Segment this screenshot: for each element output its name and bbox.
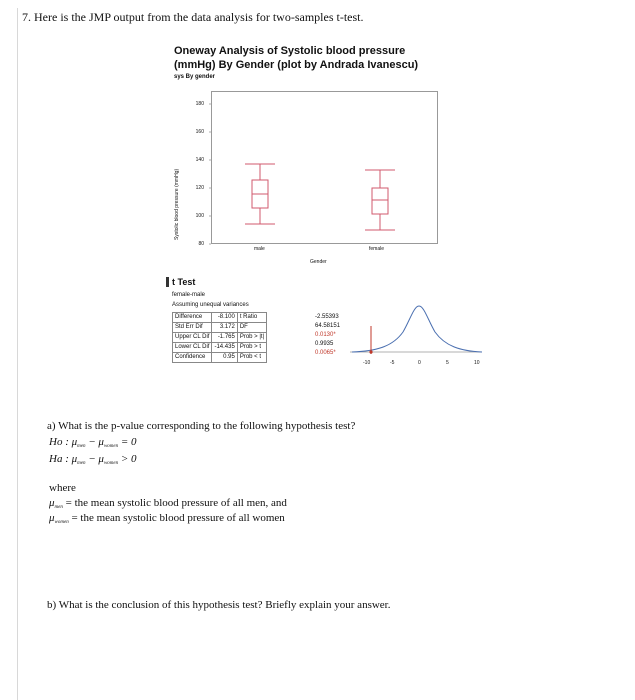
- dist-tick-10: 10: [474, 360, 480, 366]
- ttest-comparison: female-male: [172, 292, 206, 298]
- jmp-title-line-2: (mmHg) By Gender (plot by Andrada Ivanescu): [174, 59, 419, 71]
- definition-women-text: = the mean systolic blood pressure of all women: [68, 512, 285, 524]
- ha-prefix: Ha :: [49, 453, 72, 465]
- df-value: 64.58151: [315, 323, 341, 329]
- definition-men: [49, 497, 287, 510]
- table-row: [173, 333, 267, 343]
- row-stat: Prob > t: [237, 343, 266, 353]
- male-box-plot: [245, 164, 275, 224]
- definition-women: [49, 512, 285, 525]
- dist-tick-5: 5: [446, 360, 449, 366]
- y-tick-100: 100: [195, 213, 204, 219]
- female-box-plot: [365, 170, 395, 230]
- jmp-title-line-1: Oneway Analysis of Systolic blood pressure: [174, 45, 406, 57]
- jmp-subtitle: sys By gender: [174, 74, 216, 80]
- row-value: 3.172: [212, 323, 237, 333]
- row-value: -14.435: [212, 343, 237, 353]
- row-stat: DF: [237, 323, 266, 333]
- mu-women: μ: [98, 436, 104, 448]
- sub-men: men: [77, 444, 86, 449]
- row-stat: t Ratio: [237, 313, 266, 323]
- t-ratio-value: -2.55393: [315, 314, 339, 320]
- y-tick-120: 120: [195, 185, 204, 191]
- ho-prefix: Ho :: [49, 436, 72, 448]
- y-tick-140: 140: [195, 157, 204, 163]
- row-label: Lower CL Dif: [173, 343, 212, 353]
- prob-less-value: 0.0065*: [315, 350, 336, 356]
- x-category-female: female: [369, 246, 385, 252]
- row-label: Std Err Dif: [173, 323, 212, 333]
- prob-greater-value: 0.9935: [315, 341, 334, 347]
- table-row: [173, 323, 267, 333]
- ttest-title: t Test: [172, 277, 196, 287]
- ttest-stat-values: [315, 313, 340, 358]
- y-tick-160: 160: [195, 129, 204, 135]
- y-tick-80: 80: [198, 241, 204, 247]
- row-stat: Prob > |t|: [237, 333, 266, 343]
- question-title: 7. Here is the JMP output from the data analysis for two-samples t-test.: [22, 10, 364, 24]
- table-row: [173, 343, 267, 353]
- alternative-hypothesis: [49, 453, 137, 466]
- null-hypothesis: [49, 436, 137, 449]
- dist-tick-0: 0: [418, 360, 421, 366]
- y-axis-label: Systolic blood pressure (mmHg): [174, 168, 180, 240]
- row-stat: Prob < t: [237, 353, 266, 363]
- minus: −: [85, 453, 99, 465]
- mu-men: μ: [49, 497, 55, 509]
- ttest-assumption: Assuming unequal variances: [172, 302, 249, 308]
- observed-t-point: [369, 350, 372, 353]
- ho-relation: = 0: [118, 436, 137, 448]
- definition-men-text: = the mean systolic blood pressure of all men, and: [62, 497, 287, 509]
- t-distribution-plot: [348, 296, 484, 360]
- x-category-male: male: [254, 246, 265, 252]
- part-b-prompt: b) What is the conclusion of this hypothesis test? Briefly explain your answer.: [47, 599, 391, 611]
- table-row: [173, 313, 267, 323]
- mu-men: μ: [71, 453, 78, 465]
- dist-tick-neg10: -10: [363, 360, 371, 366]
- mu-women: μ: [49, 512, 55, 524]
- row-label: Confidence: [173, 353, 212, 363]
- y-tick-marks: [209, 104, 211, 244]
- ttest-header-marker: [166, 277, 169, 287]
- sub-men: men: [77, 461, 86, 466]
- sub-men: men: [54, 505, 63, 510]
- dist-tick-neg5: -5: [390, 360, 395, 366]
- row-label: Difference: [173, 313, 212, 323]
- x-axis-label: Gender: [310, 259, 327, 265]
- where-label: where: [49, 482, 76, 494]
- row-value: -8.100: [212, 313, 237, 323]
- mu-women: μ: [98, 453, 104, 465]
- ha-relation: > 0: [118, 453, 137, 465]
- row-value: -1.765: [212, 333, 237, 343]
- sub-women: women: [103, 461, 119, 466]
- minus: −: [85, 436, 99, 448]
- box-plot: [205, 91, 445, 251]
- jmp-report-title: [174, 44, 418, 72]
- mu-men: μ: [71, 436, 78, 448]
- table-row: [173, 353, 267, 363]
- prob-two-sided-value: 0.0130*: [315, 332, 336, 338]
- part-a-prompt: a) What is the p-value corresponding to the following hypothesis test?: [47, 420, 356, 432]
- row-label: Upper CL Dif: [173, 333, 212, 343]
- sub-women: women: [103, 444, 119, 449]
- row-value: 0.95: [212, 353, 237, 363]
- ttest-table: [172, 312, 267, 363]
- y-tick-180: 180: [195, 101, 204, 107]
- sub-women: women: [54, 520, 69, 525]
- page-margin-rule: [17, 8, 18, 700]
